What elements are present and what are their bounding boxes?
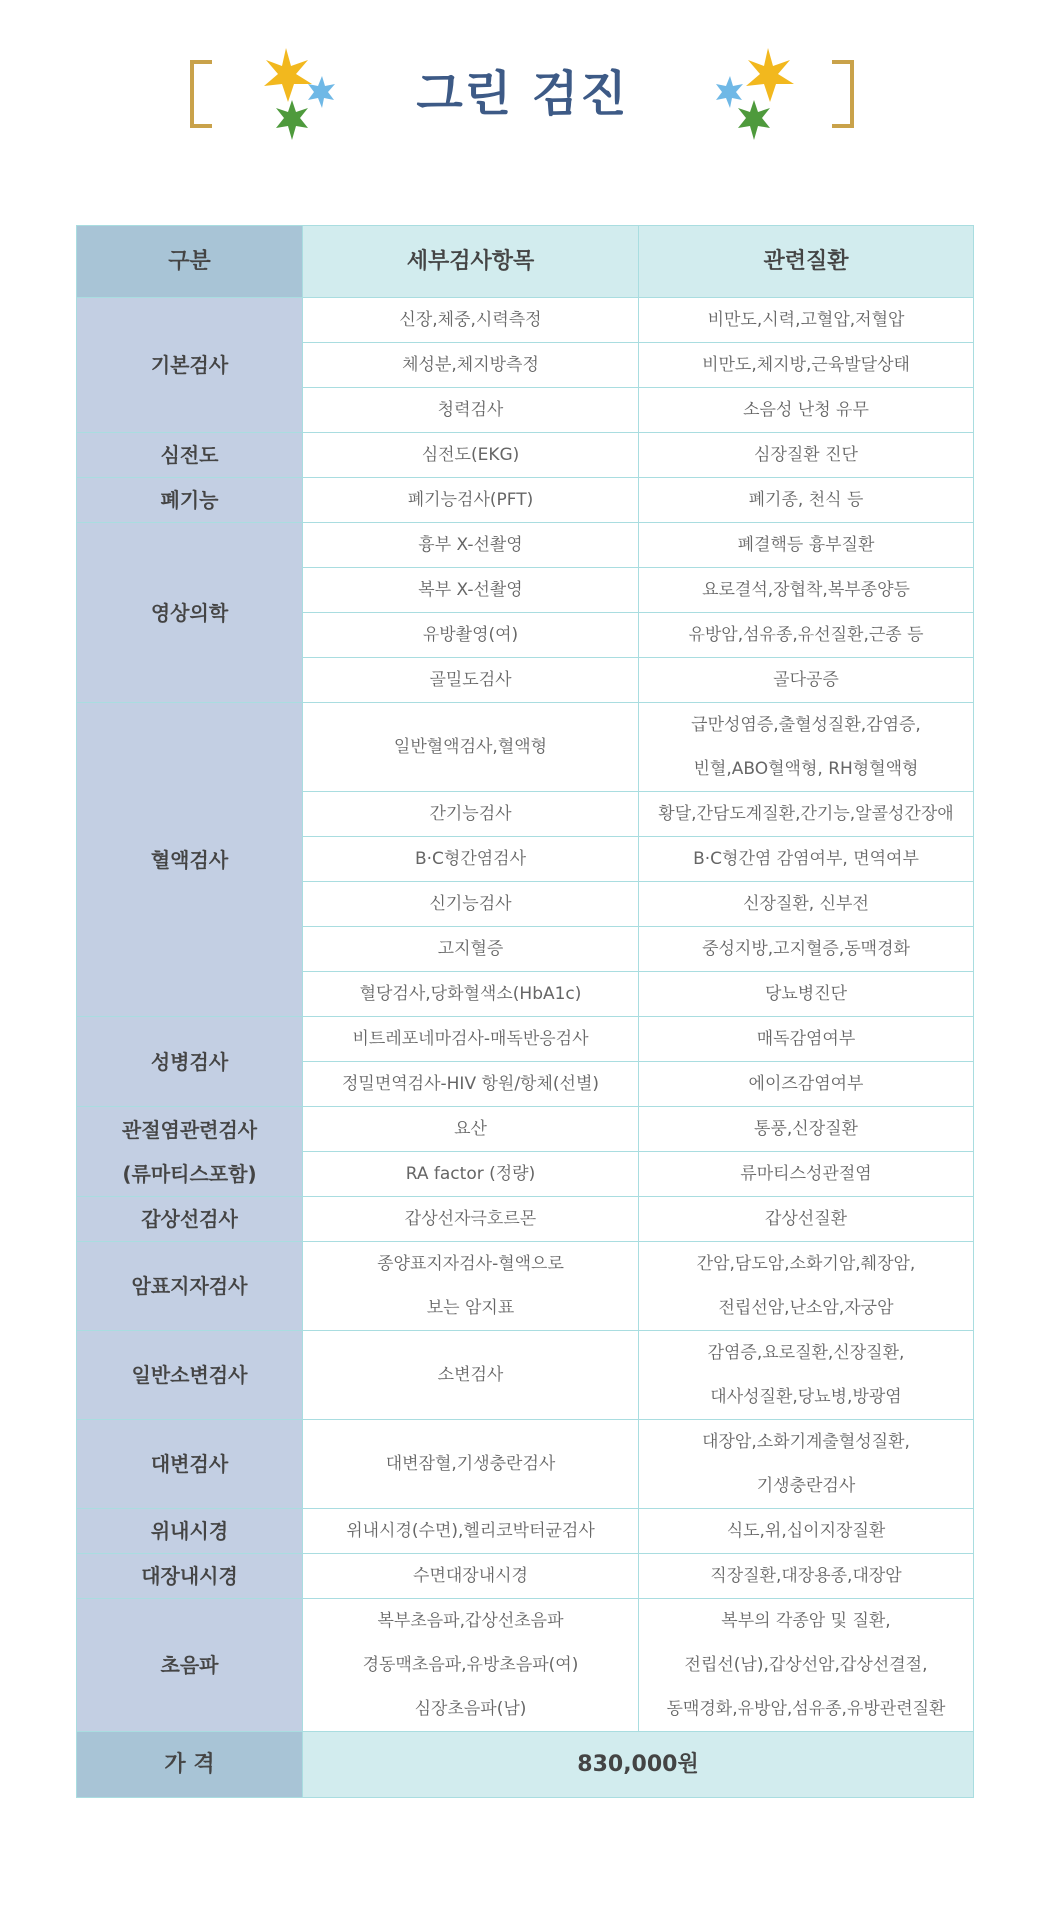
category-cell bbox=[77, 298, 303, 433]
cell-line: 암표지자검사 bbox=[131, 1274, 248, 1298]
cell-line: 기생충란검사 bbox=[756, 1476, 856, 1496]
category-cell bbox=[77, 523, 303, 703]
item-cell bbox=[303, 343, 639, 388]
table-row bbox=[77, 703, 974, 792]
cell-line: 전립선암,난소암,자궁암 bbox=[718, 1298, 894, 1318]
table-row bbox=[77, 298, 974, 343]
item-cell bbox=[303, 972, 639, 1017]
cell-line: 종양표지자검사-혈액으로 bbox=[377, 1254, 564, 1274]
disease-cell bbox=[639, 882, 974, 927]
item-cell bbox=[303, 703, 639, 792]
item-cell bbox=[303, 568, 639, 613]
cell-line: 황달,간담도계질환,간기능,알콜성간장애 bbox=[658, 804, 954, 824]
header-disease: 관련질환 bbox=[639, 226, 974, 298]
cell-line: 대변검사 bbox=[150, 1452, 229, 1476]
cell-line: 복부 X-선촬영 bbox=[418, 580, 523, 600]
disease-cell bbox=[639, 703, 974, 792]
cell-line: 대장내시경 bbox=[141, 1564, 238, 1588]
cell-line: 간기능검사 bbox=[429, 804, 512, 824]
cell-line: 초음파 bbox=[160, 1653, 219, 1677]
cell-line: 관절염관련검사 bbox=[121, 1117, 258, 1142]
disease-cell bbox=[639, 972, 974, 1017]
cell-line: 신장,체중,시력측정 bbox=[399, 310, 542, 330]
cell-line: 급만성염증,출혈성질환,감염증, bbox=[691, 715, 921, 735]
category-cell bbox=[77, 1331, 303, 1420]
disease-cell bbox=[639, 1420, 974, 1509]
cell-line: 복부의 각종암 및 질환, bbox=[721, 1611, 891, 1631]
item-cell bbox=[303, 388, 639, 433]
item-cell bbox=[303, 1509, 639, 1554]
table-row bbox=[77, 1331, 974, 1420]
table-row bbox=[77, 1554, 974, 1599]
cell-line: 골다공증 bbox=[773, 670, 839, 690]
cell-line: 중성지방,고지혈증,동맥경화 bbox=[702, 939, 910, 959]
item-cell bbox=[303, 1242, 639, 1331]
cell-line: 직장질환,대장용종,대장암 bbox=[710, 1566, 902, 1586]
item-cell bbox=[303, 613, 639, 658]
header-category: 구분 bbox=[77, 226, 303, 298]
table-row bbox=[77, 523, 974, 568]
item-cell bbox=[303, 792, 639, 837]
table-row bbox=[77, 1242, 974, 1331]
cell-line: 대사성질환,당뇨병,방광염 bbox=[710, 1387, 902, 1407]
category-cell bbox=[77, 433, 303, 478]
page-header bbox=[0, 0, 1045, 180]
disease-cell bbox=[639, 1242, 974, 1331]
cell-line: 요산 bbox=[454, 1119, 487, 1139]
cell-line: 성병검사 bbox=[150, 1049, 229, 1074]
disease-cell bbox=[639, 1017, 974, 1062]
category-cell bbox=[77, 478, 303, 523]
cell-line: 심장초음파(남) bbox=[414, 1699, 527, 1719]
cell-line: 일반혈액검사,혈액형 bbox=[393, 737, 548, 757]
disease-cell bbox=[639, 658, 974, 703]
cell-line: 소음성 난청 유무 bbox=[743, 400, 869, 420]
cell-line: 신기능검사 bbox=[429, 894, 512, 914]
disease-cell bbox=[639, 1509, 974, 1554]
item-cell bbox=[303, 927, 639, 972]
cell-line: 매독감염여부 bbox=[756, 1029, 856, 1049]
star-cluster-icon bbox=[708, 48, 798, 144]
cell-line: 빈혈,ABO혈액형, RH형혈액형 bbox=[693, 759, 919, 779]
cell-line: 수면대장내시경 bbox=[413, 1566, 528, 1586]
item-cell bbox=[303, 298, 639, 343]
price-label: 가 격 bbox=[77, 1732, 303, 1798]
table-row bbox=[77, 1197, 974, 1242]
category-cell bbox=[77, 703, 303, 1017]
cell-line: 유방암,섬유종,유선질환,근종 등 bbox=[688, 625, 924, 645]
cell-line: RA factor (정량) bbox=[405, 1164, 536, 1184]
item-cell bbox=[303, 837, 639, 882]
cell-line: B·C형간염검사 bbox=[414, 849, 527, 869]
cell-line: 기본검사 bbox=[150, 353, 229, 377]
cell-line: (류마티스포함) bbox=[122, 1161, 257, 1186]
item-cell bbox=[303, 658, 639, 703]
item-cell bbox=[303, 478, 639, 523]
table-row bbox=[77, 1017, 974, 1062]
cell-line: 혈액검사 bbox=[150, 847, 229, 872]
cell-line: 비트레포네마검사-매독반응검사 bbox=[352, 1029, 589, 1049]
disease-cell bbox=[639, 478, 974, 523]
cell-line: 혈당검사,당화혈색소(HbA1c) bbox=[359, 984, 582, 1004]
table-body bbox=[77, 298, 974, 1732]
item-cell bbox=[303, 1420, 639, 1509]
category-cell bbox=[77, 1554, 303, 1599]
cell-line: 갑상선자극호르몬 bbox=[404, 1209, 537, 1229]
cell-line: 고지혈증 bbox=[437, 939, 504, 959]
cell-line: 위내시경(수면),헬리코박터균검사 bbox=[346, 1521, 595, 1541]
cell-line: 보는 암지표 bbox=[426, 1298, 515, 1318]
cell-line: 영상의학 bbox=[150, 600, 229, 625]
cell-line: 갑상선검사 bbox=[141, 1207, 238, 1231]
cell-line: 비만도,시력,고혈압,저혈압 bbox=[707, 310, 905, 330]
cell-line: 심장질환 진단 bbox=[754, 445, 858, 465]
cell-line: 간암,담도암,소화기암,췌장암, bbox=[696, 1254, 916, 1274]
header-item: 세부검사항목 bbox=[303, 226, 639, 298]
cell-line: 정밀면역검사-HIV 항원/항체(선별) bbox=[341, 1074, 600, 1094]
cell-line: 동맥경화,유방암,섬유종,유방관련질환 bbox=[666, 1699, 946, 1719]
cell-line: 심전도 bbox=[160, 443, 219, 467]
cell-line: 통풍,신장질환 bbox=[754, 1119, 858, 1139]
cell-line: 전립선(남),갑상선암,갑상선결절, bbox=[684, 1655, 928, 1675]
cell-line: 당뇨병진단 bbox=[764, 984, 848, 1004]
cell-line: 일반소변검사 bbox=[131, 1363, 248, 1387]
disease-cell bbox=[639, 523, 974, 568]
table-row bbox=[77, 1107, 974, 1152]
disease-cell bbox=[639, 1331, 974, 1420]
table-row bbox=[77, 478, 974, 523]
category-cell bbox=[77, 1017, 303, 1107]
disease-cell bbox=[639, 388, 974, 433]
cell-line: 갑상선질환 bbox=[764, 1209, 848, 1229]
disease-cell bbox=[639, 1062, 974, 1107]
disease-cell bbox=[639, 1554, 974, 1599]
item-cell bbox=[303, 433, 639, 478]
page-title: 그린 검진 bbox=[416, 66, 629, 122]
cell-line: 에이즈감염여부 bbox=[748, 1074, 864, 1094]
category-cell bbox=[77, 1509, 303, 1554]
disease-cell bbox=[639, 1152, 974, 1197]
category-cell bbox=[77, 1242, 303, 1331]
disease-cell bbox=[639, 568, 974, 613]
cell-line: 경동맥초음파,유방초음파(여) bbox=[362, 1655, 579, 1675]
cell-line: 폐기능검사(PFT) bbox=[407, 490, 534, 510]
table-row bbox=[77, 433, 974, 478]
table-row bbox=[77, 1420, 974, 1509]
cell-line: 비만도,체지방,근육발달상태 bbox=[702, 355, 910, 375]
disease-cell bbox=[639, 343, 974, 388]
cell-line: 대변잠혈,기생충란검사 bbox=[385, 1454, 556, 1474]
cell-line: B·C형간염 감염여부, 면역여부 bbox=[693, 849, 919, 869]
table-row bbox=[77, 1599, 974, 1732]
cell-line: 흉부 X-선촬영 bbox=[418, 535, 523, 555]
cell-line: 대장암,소화기계출혈성질환, bbox=[702, 1432, 910, 1452]
disease-cell bbox=[639, 613, 974, 658]
disease-cell bbox=[639, 298, 974, 343]
table-row bbox=[77, 1509, 974, 1554]
cell-line: 소변검사 bbox=[437, 1365, 504, 1385]
cell-line: 체성분,체지방측정 bbox=[402, 355, 539, 375]
disease-cell bbox=[639, 433, 974, 478]
disease-cell bbox=[639, 837, 974, 882]
disease-cell bbox=[639, 927, 974, 972]
cell-line: 신장질환, 신부전 bbox=[743, 894, 869, 914]
table-header-row bbox=[77, 226, 974, 298]
disease-cell bbox=[639, 1599, 974, 1732]
cell-line: 골밀도검사 bbox=[429, 670, 512, 690]
cell-line: 감염증,요로질환,신장질환, bbox=[707, 1343, 905, 1363]
category-cell bbox=[77, 1599, 303, 1732]
cell-line: 유방촬영(여) bbox=[422, 625, 519, 645]
disease-cell bbox=[639, 1107, 974, 1152]
price-row bbox=[77, 1732, 974, 1798]
item-cell bbox=[303, 1152, 639, 1197]
item-cell bbox=[303, 1554, 639, 1599]
disease-cell bbox=[639, 1197, 974, 1242]
cell-line: 위내시경 bbox=[150, 1519, 229, 1543]
price-value: 830,000원 bbox=[303, 1732, 974, 1798]
cell-line: 폐기종, 천식 등 bbox=[748, 490, 864, 510]
item-cell bbox=[303, 1017, 639, 1062]
category-cell bbox=[77, 1420, 303, 1509]
item-cell bbox=[303, 1599, 639, 1732]
cell-line: 요로결석,장협착,복부종양등 bbox=[702, 580, 910, 600]
disease-cell bbox=[639, 792, 974, 837]
exam-table bbox=[76, 225, 974, 1798]
right-bracket-icon bbox=[832, 60, 854, 128]
cell-line: 심전도(EKG) bbox=[421, 445, 520, 465]
cell-line: 폐기능 bbox=[160, 488, 219, 512]
item-cell bbox=[303, 1062, 639, 1107]
cell-line: 청력검사 bbox=[437, 400, 504, 420]
category-cell bbox=[77, 1107, 303, 1197]
cell-line: 복부초음파,갑상선초음파 bbox=[377, 1611, 564, 1631]
item-cell bbox=[303, 1197, 639, 1242]
item-cell bbox=[303, 1107, 639, 1152]
item-cell bbox=[303, 1331, 639, 1420]
cell-line: 폐결핵등 흉부질환 bbox=[737, 535, 875, 555]
item-cell bbox=[303, 523, 639, 568]
cell-line: 류마티스성관절염 bbox=[740, 1164, 872, 1184]
cell-line: 식도,위,십이지장질환 bbox=[726, 1521, 886, 1541]
category-cell bbox=[77, 1197, 303, 1242]
item-cell bbox=[303, 882, 639, 927]
